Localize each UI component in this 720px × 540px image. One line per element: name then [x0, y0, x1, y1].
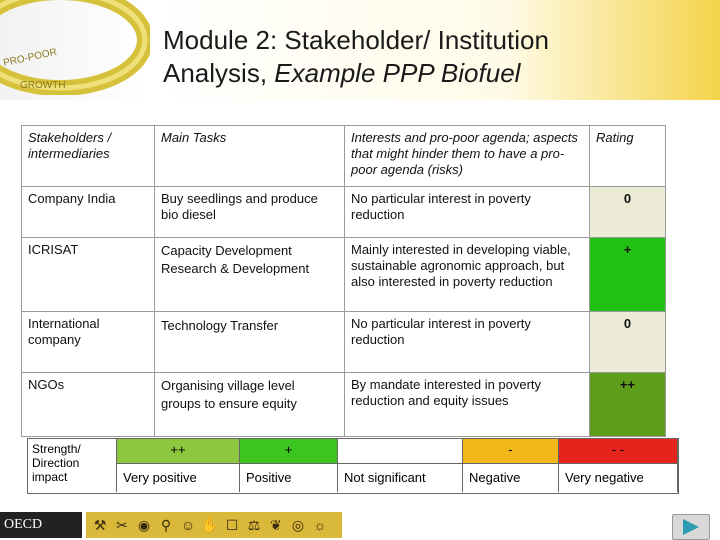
stakeholder-table [21, 125, 666, 437]
legend-symbol-very-negative: - - [559, 439, 678, 463]
hands-icon: ✋ [201, 517, 219, 533]
legend-symbol-not-significant [338, 439, 463, 463]
table-row [22, 312, 666, 373]
title-line-2-italic: Example PPP Biofuel [274, 58, 521, 88]
legend-text-not-significant: Not significant [338, 463, 463, 492]
light-icon: ☼ [313, 517, 327, 533]
legend-text-very-positive: Very positive [117, 463, 240, 492]
cell-stakeholder: ICRISAT [22, 238, 155, 312]
legend-label: Strength/ Direction impact [28, 439, 117, 492]
header-stakeholders: Stakeholders / intermediaries [22, 126, 155, 187]
legend-text-positive: Positive [240, 463, 338, 492]
cell-rating: + [590, 238, 666, 312]
cell-rating: ++ [590, 373, 666, 437]
cell-interests: By mandate interested in poverty reduction and equity issues [345, 373, 590, 437]
coins-icon: ◉ [137, 517, 151, 533]
legend-text-very-negative: Very negative [559, 463, 678, 492]
play-arrow-icon [681, 518, 701, 536]
box-icon: ☐ [225, 517, 239, 533]
globe-icon: ◎ [291, 517, 305, 533]
footer-icon-strip [86, 512, 342, 538]
cell-rating: 0 [590, 312, 666, 373]
title-line-2 [163, 57, 703, 90]
title-line-1: Module 2: Stakeholder/ Institution [163, 25, 549, 55]
bag-icon: ⚲ [160, 517, 172, 533]
oecd-logo: OECD [0, 512, 82, 538]
header-rating: Rating [590, 126, 666, 187]
legend-symbol-positive: + [240, 439, 338, 463]
cell-rating: 0 [590, 187, 666, 238]
table-header-row [22, 126, 666, 187]
cell-tasks: Technology Transfer [155, 312, 345, 373]
bracelet-text-pro-poor: PRO-POOR [2, 46, 58, 69]
title-line-2-plain: Analysis, [163, 58, 275, 88]
cell-interests: No particular interest in poverty reduction [345, 187, 590, 238]
cell-stakeholder: NGOs [22, 373, 155, 437]
cell-tasks: Organising village level groups to ensure equity [155, 373, 345, 437]
header-interests: Interests and pro-poor agenda; aspects that might hinder them to have a pro-poor agenda (risks) [345, 126, 590, 187]
legend-text-negative: Negative [463, 463, 559, 492]
scales-icon: ⚖ [247, 517, 261, 533]
bracelet-text-growth: GROWTH [20, 80, 66, 91]
table-row [22, 373, 666, 437]
cell-interests: No particular interest in poverty reduction [345, 312, 590, 373]
table-row [22, 187, 666, 238]
tools-icon: ✂ [116, 517, 128, 533]
cell-tasks: Capacity Development Research & Development [155, 238, 345, 312]
legend-symbol-very-positive: ++ [117, 439, 240, 463]
cell-interests: Mainly interested in developing viable, sustainable agronomic approach, but also interested in poverty reduction [345, 238, 590, 312]
legend-symbol-negative: - [463, 439, 559, 463]
cell-stakeholder: International company [22, 312, 155, 373]
page-title [163, 24, 703, 90]
people-icon: ☺ [180, 517, 196, 533]
next-slide-button[interactable] [672, 514, 710, 540]
shovel-icon: ⚒ [93, 517, 107, 533]
bracelet-logo [0, 0, 150, 95]
leaf-icon: ❦ [270, 517, 282, 533]
cell-stakeholder: Company India [22, 187, 155, 238]
cell-tasks: Buy seedlings and produce bio diesel [155, 187, 345, 238]
table-row [22, 238, 666, 312]
rating-legend [27, 438, 679, 494]
header-main-tasks: Main Tasks [155, 126, 345, 187]
